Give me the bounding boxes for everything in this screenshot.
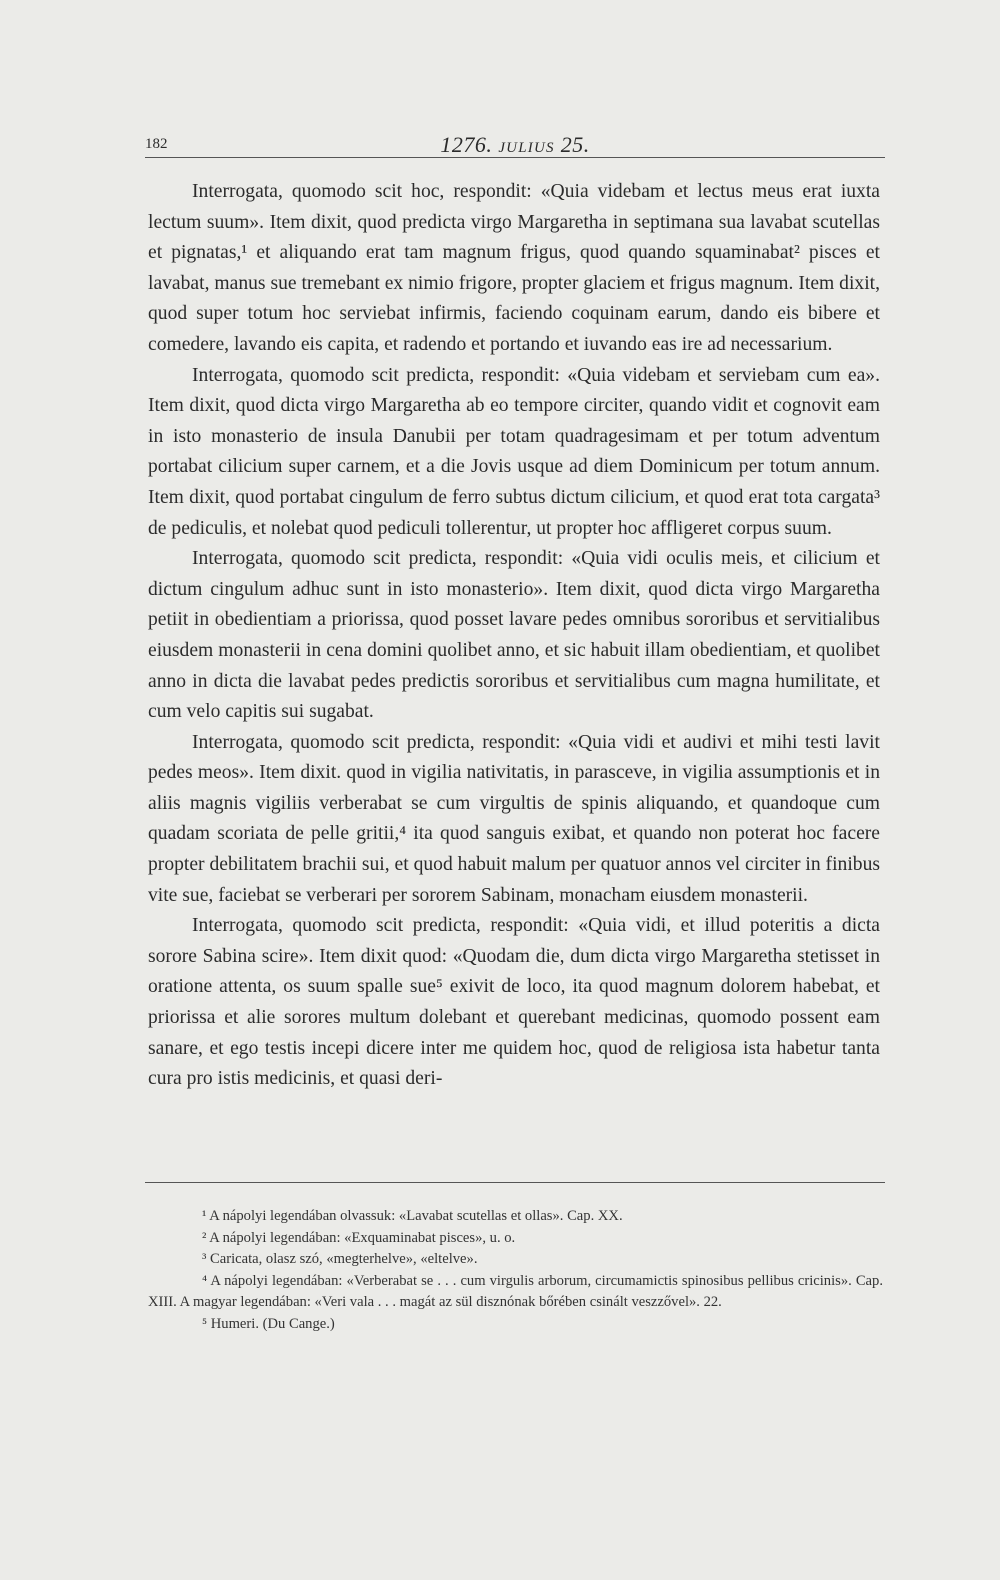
header-month: JULIUS (498, 140, 555, 156)
paragraph: Interrogata, quomodo scit predicta, respondit: «Quia videbam et serviebam cum ea». Item dixit, quod dicta virgo Margaretha ab eo tempore circiter, quando vidit et cognovit eam in isto monasterio de insula Danubii per totam quadragesimam et per totum adventum portabat cilicium super carnem, et a die Jovis usque ad diem Dominicum per totum annum. Item dixit, quod portabat cingulum de ferro subtus dictum cilicium, et quod erat tota cargata³ de pediculis, et nolebat quod pediculi tollerentur, ut propter hoc affligeret corpus suum. (148, 364, 880, 539)
paragraph: Interrogata, quomodo scit predicta, respondit: «Quia vidi oculis meis, et cilicium et dictum cingulum adhuc sunt in isto monasterio». Item dixit, quod dicta virgo Margaretha petiit in obedientiam a priorissa, quod posset lavare pedes omnibus sororibus et servitialibus eiusdem monasterii in cena domini quolibet anno, et sic habuit illam obedientiam, et quolibet anno in dicta die lavabat pedes predictis sororibus et servitialibus cum magna humilitate, et cum velo capitis sui sugabat. (148, 548, 880, 723)
footnote: ² A nápolyi legendában: «Exquaminabat pisces», u. o. (202, 1229, 516, 1246)
header-rule (145, 157, 885, 158)
footnote: ³ Caricata, olasz szó, «megterhelve», «eltelve». (202, 1251, 478, 1267)
header-day: 25. (560, 132, 590, 157)
footnote-rule (145, 1182, 885, 1183)
footnote: ⁴ A nápolyi legendában: «Verberabat se . . . cum virgulis arborum, circumamictis spinosibus pellibus cricinis». Cap. XIII. A magyar legendában: «Veri vala . . . magát az sül disznónak bőrében csinált veszzővel». 22. (148, 1272, 883, 1310)
page-title (145, 132, 885, 158)
footnote: ¹ A nápolyi legendában olvassuk: «Lavabat scutellas et ollas». Cap. XX. (202, 1208, 623, 1224)
main-text (148, 177, 880, 1095)
footnotes (148, 1206, 883, 1335)
paragraph: Interrogata, quomodo scit predicta, respondit: «Quia vidi et audivi et mihi testi lavit pedes meos». Item dixit. quod in vigilia nativitatis, in parasceve, in vigilia assumptionis et in aliis magnis vigiliis verberabat se cum virgultis de spinis aliquando, et quandoque cum quadam scoriata de pelle gritii,⁴ ita quod sanguis exibat, et quando non poterat hoc facere propter debilitatem brachii sui, et quod habuit malum per quatuor annos vel circiter in finibus vite sue, faciebat se verberari per sororem Sabinam, monacham eiusdem monasterii. (148, 731, 880, 906)
header-year: 1276. (440, 132, 493, 157)
paragraph: Interrogata, quomodo scit hoc, respondit: «Quia videbam et lectus meus erat iuxta lectum suum». Item dixit, quod predicta virgo Margaretha in septimana sua lavabat scutellas et pignatas,¹ et aliquando erat tam magnum frigus, quod quando squaminabat² pisces et lavabat, manus sue tremebant ex nimio frigore, propter glaciem et frigus magnum. Item dixit, quod super totum hoc serviebat infirmis, faciendo coquinam earum, dando eis bibere et comedere, lavando eis capita, et radendo et portando et iuvando eas ire ad necessarium. (148, 181, 880, 355)
footnote: ⁵ Humeri. (Du Cange.) (202, 1315, 335, 1332)
paragraph: Interrogata, quomodo scit predicta, respondit: «Quia vidi, et illud poteritis a dicta sorore Sabina scire». Item dixit quod: «Quodam die, dum dicta virgo Margaretha stetisset in oratione attenta, os suum spalle sue⁵ exivit de loco, ita quod magnum dolorem habebat, et priorissa et alie sorores multum dolebant et querebant medicinas, quomodo possent eam sanare, et ego testis incepi dicere inter me quidem hoc, quod de religiosa ista habetur tanta cura pro istis medicinis, et quasi deri- (148, 915, 880, 1090)
page-number: 182 (145, 136, 168, 152)
